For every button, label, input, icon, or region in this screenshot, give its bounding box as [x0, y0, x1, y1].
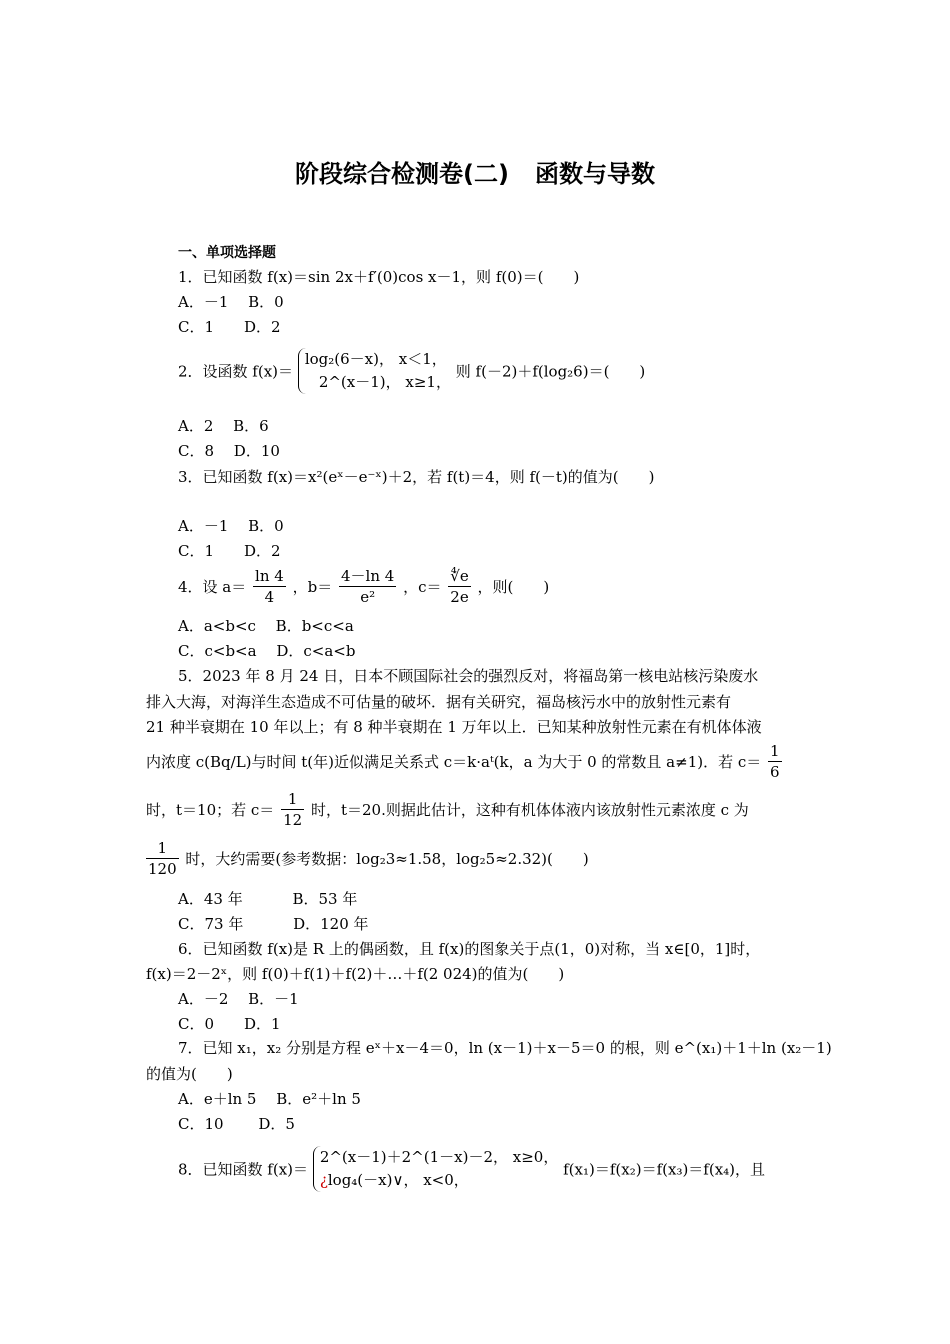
- q2-prefix: 2．设函数 f(x)＝: [178, 362, 294, 381]
- q4-a-numerator: ln 4: [255, 567, 284, 585]
- q7-options-ab: A．e＋ln 5 B．e²＋ln 5: [178, 1090, 361, 1108]
- q8-case-2: log₄(－x)∨， x<0，: [327, 1171, 469, 1189]
- q5-frac-1-numerator: 1: [770, 742, 780, 760]
- q5-line-2: 排入大海，对海洋生态造成不可估量的破坏．据有关研究，福岛核污水中的放射性元素有: [146, 693, 732, 711]
- q4-b-lead: ，b＝: [292, 578, 333, 596]
- q5-frac-1: [768, 741, 782, 782]
- q5-line-4-text: 内浓度 c(Bq/L)与时间 t(年)近似满足关系式 c＝k·aᵗ(k，a 为大于 0 的常数且 a≠1)．若 c＝: [146, 753, 762, 771]
- q4-b-denominator: e²: [360, 588, 376, 606]
- q5-frac-3-denominator: 120: [148, 860, 177, 878]
- q5-line-5-a: 时，t＝10；若 c＝: [146, 801, 275, 819]
- q2-case-2: 2^(x－1)， x≥1，: [318, 373, 451, 391]
- q5-frac-2-numerator: 1: [281, 789, 304, 810]
- q6-line-2: f(x)＝2－2ˣ，则 f(0)＋f(1)＋f(2)＋…＋f(2 024)的值为( ): [146, 965, 565, 983]
- q4-frac-a: [253, 566, 286, 607]
- q7-line-2: 的值为( ): [146, 1065, 233, 1083]
- q6-options-ab: A．－2 B．－1: [178, 990, 299, 1008]
- q1-stem: 1．已知函数 f(x)＝sin 2x＋f′(0)cos x－1，则 f(0)＝( ): [178, 268, 580, 286]
- q5-frac-2-denominator: 12: [283, 811, 303, 829]
- q8-case-2-mark: ¿: [319, 1171, 328, 1189]
- q4-stem: [178, 566, 549, 607]
- q4-suffix: ，则( ): [477, 578, 550, 596]
- q2-piecewise: [298, 348, 451, 394]
- q8-stem: [178, 1146, 765, 1192]
- q4-a-denominator: 4: [264, 588, 275, 606]
- q5-options-cd: C．73 年 D．120 年: [178, 915, 369, 933]
- q8-suffix: f(x₁)＝f(x₂)＝f(x₃)＝f(x₄)，且: [563, 1160, 766, 1179]
- q5-line-3: 21 种半衰期在 10 年以上；有 8 种半衰期在 1 万年以上．已知某种放射性元素在有机体体液: [146, 718, 762, 736]
- q2-options-ab: A．2 B．6: [178, 417, 269, 435]
- q5-frac-2: [281, 789, 304, 830]
- q4-c-denominator: 2e: [450, 588, 469, 606]
- q5-line-6-text: 时，大约需要(参考数据：log₂3≈1.58，log₂5≈2.32)( ): [185, 850, 589, 868]
- q3-stem: 3．已知函数 f(x)＝x²(eˣ－e⁻ˣ)＋2，若 f(t)＝4，则 f(－t)的值为( ): [178, 468, 655, 486]
- q4-options-ab: A．a<b<c B．b<c<a: [178, 617, 354, 635]
- q7-options-cd: C．10 D．5: [178, 1115, 295, 1133]
- q8-case-1: 2^(x－1)＋2^(1－x)－2， x≥0，: [319, 1148, 559, 1166]
- q5-line-6: [146, 838, 589, 879]
- q2-stem: [178, 348, 645, 394]
- q5-frac-3: [146, 838, 179, 879]
- q2-suffix: 则 f(－2)＋f(log₂6)＝( ): [455, 362, 646, 381]
- q4-frac-c: [448, 566, 470, 607]
- q4-b-numerator: 4－ln 4: [341, 567, 395, 585]
- q5-line-5: [146, 789, 749, 830]
- q5-options-ab: A．43 年 B．53 年: [178, 890, 358, 908]
- q4-c-lead: ，c＝: [403, 578, 442, 596]
- q6-line-1: 6．已知函数 f(x)是 R 上的偶函数，且 f(x)的图象关于点(1，0)对称，当 x∈[0，1]时，: [178, 940, 761, 958]
- q3-options-ab: A．－1 B．0: [178, 517, 284, 535]
- q1-options-ab: A．－1 B．0: [178, 293, 284, 311]
- q7-line-1: 7．已知 x₁，x₂ 分别是方程 eˣ＋x－4＝0，ln (x－1)＋x－5＝0 的根，则 e^(x₁)＋1＋ln (x₂－1): [178, 1039, 832, 1057]
- q8-piecewise: [313, 1146, 559, 1192]
- q5-frac-1-denominator: 6: [770, 763, 780, 781]
- q6-options-cd: C．0 D．1: [178, 1015, 281, 1033]
- q4-prefix: 4．设 a＝: [178, 578, 247, 596]
- q4-frac-b: [339, 566, 396, 607]
- q2-case-1: log₂(6－x)， x＜1，: [304, 350, 447, 368]
- q1-options-cd: C．1 D．2: [178, 318, 281, 336]
- q5-line-1: 5．2023 年 8 月 24 日，日本不顾国际社会的强烈反对，将福岛第一核电站核污染废水: [178, 667, 759, 685]
- title-sub: 函数与导数: [534, 160, 655, 188]
- q5-line-4: [146, 741, 784, 782]
- q8-prefix: 8．已知函数 f(x)＝: [178, 1160, 309, 1179]
- section-header: 一、单项选择题: [178, 245, 276, 261]
- q8-case-2-row: [320, 1169, 559, 1192]
- q4-c-numerator: ∜e: [450, 567, 469, 585]
- page-title: [0, 154, 950, 189]
- q5-line-5-b: 时，t＝20.则据此估计，这种有机体体液内该放射性元素浓度 c 为: [310, 801, 749, 819]
- q4-options-cd: C．c<b<a D．c<a<b: [178, 642, 356, 660]
- q2-options-cd: C．8 D．10: [178, 442, 280, 460]
- q5-frac-3-numerator: 1: [146, 838, 179, 859]
- q3-options-cd: C．1 D．2: [178, 542, 281, 560]
- title-main: 阶段综合检测卷(二): [295, 160, 509, 188]
